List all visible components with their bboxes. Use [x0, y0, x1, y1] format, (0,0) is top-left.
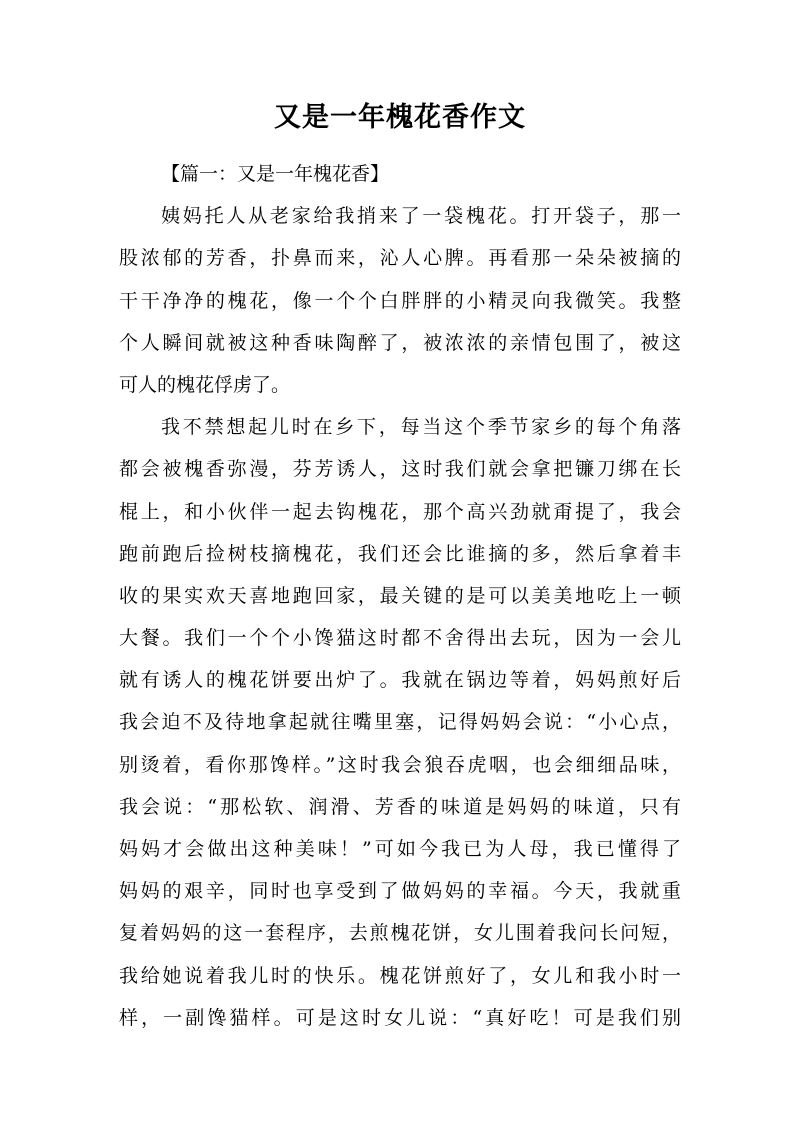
- document-title: 又是一年槐花香作文: [274, 102, 526, 133]
- text-line: 跑前跑后捡树枝摘槐花，我们还会比谁摘的多，然后拿着丰: [119, 542, 681, 565]
- document-body: [119, 153, 681, 1039]
- text-line: 收的果实欢天喜地跑回家，最关键的是可以美美地吃上一顿: [119, 584, 681, 607]
- text-line: 我不禁想起儿时在乡下，每当这个季节家乡的每个角落: [161, 416, 681, 439]
- text-line: 都会被槐香弥漫，芬芳诱人，这时我们就会拿把镰刀绑在长: [119, 458, 681, 481]
- section-heading: 【篇一：又是一年槐花香】: [161, 163, 390, 185]
- text-line: 姨妈托人从老家给我捎来了一袋槐花。打开袋子，那一: [161, 205, 681, 228]
- text-line: 妈妈的艰辛，同时也享受到了做妈妈的幸福。今天，我就重: [119, 880, 681, 903]
- text-line: 棍上，和小伙伴一起去钩槐花，那个高兴劲就甭提了，我会: [119, 500, 681, 523]
- text-line: 个人瞬间就被这种香味陶醉了，被浓浓的亲情包围了，被这: [119, 331, 681, 354]
- text-line: 干干净净的槐花，像一个个白胖胖的小精灵向我微笑。我整: [119, 289, 681, 312]
- text-line: 就有诱人的槐花饼要出炉了。我就在锅边等着，妈妈煎好后: [119, 669, 681, 692]
- text-line: 妈妈才会做出这种美味！”可如今我已为人母，我已懂得了: [119, 838, 681, 860]
- text-line: 可人的槐花俘虏了。: [119, 373, 291, 396]
- text-line: 我会迫不及待地拿起就往嘴里塞，记得妈妈会说：“小心点，: [119, 711, 681, 734]
- text-line: 大餐。我们一个个小馋猫这时都不舍得出去玩，因为一会儿: [119, 627, 681, 650]
- text-line: 我会说：“那松软、润滑、芳香的味道是妈妈的味道，只有: [119, 795, 681, 818]
- text-line: 样，一副馋猫样。可是这时女儿说：“真好吃！可是我们别: [119, 1006, 681, 1029]
- text-line: 复着妈妈的这一套程序，去煎槐花饼，女儿围着我问长问短，: [119, 922, 681, 945]
- text-line: 别烫着，看你那馋样。”这时我会狼吞虎咽，也会细细品味，: [119, 753, 681, 776]
- text-line: 股浓郁的芳香，扑鼻而来，沁人心脾。再看那一朵朵被摘的: [119, 247, 681, 270]
- text-line: 我给她说着我儿时的快乐。槐花饼煎好了，女儿和我小时一: [119, 964, 681, 987]
